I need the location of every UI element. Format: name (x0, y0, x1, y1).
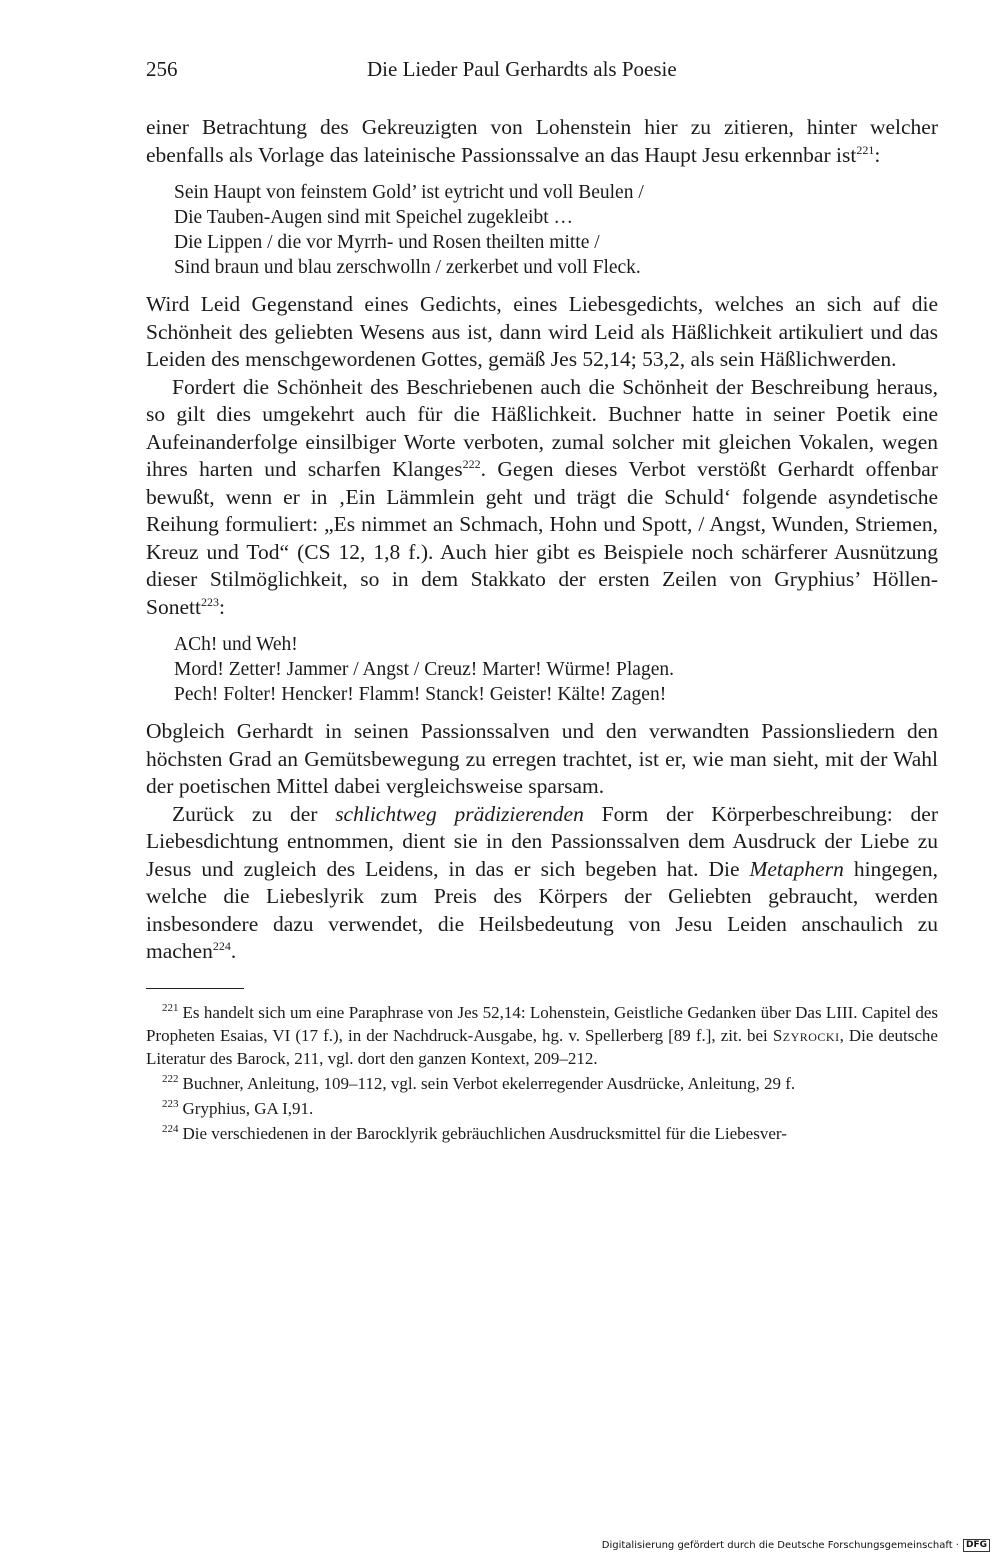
footer-text: Digitalisierung gefördert durch die Deutsche Forschungsgemeinschaft · (601, 1540, 959, 1551)
paragraph-5-text-c: hingegen, welche die Liebeslyrik zum Preis des Körpers der Geliebten gebraucht, werden insbesondere dazu verwendet, die Heilsbedeutung von Jesu Leiden anschaulich zu machen (146, 856, 939, 963)
main-text (146, 114, 938, 1147)
quote-line: ACh! und Weh! (174, 634, 298, 655)
footnote-221 (146, 1001, 938, 1070)
paragraph-3-text-a: Fordert die Schönheit des Beschriebenen auch die Schönheit der Beschreibung heraus, so gilt dies umgekehrt auch für die Häßlichkeit. Buchner hatte in seiner Poetik eine Aufeinanderfolge einsilbiger Worte verboten, zumal solcher mit gleichen Vokalen, wegen ihres harten und scharfen Klanges (146, 374, 938, 481)
punctuation: : (218, 594, 225, 619)
author-name: Szyrocki (772, 1025, 840, 1045)
emphasis-term: schlichtweg prädizierenden (335, 801, 584, 826)
quote-line: Die Lippen / die vor Myrrh- und Rosen theilten mitte / (174, 232, 600, 253)
punctuation: . (230, 939, 237, 963)
footnote-number: 223 (162, 1097, 179, 1110)
emphasis-term: Metaphern (749, 856, 844, 881)
footnote-text: Buchner, Anleitung, 109–112, vgl. sein Verbot ekelerregender Ausdrücke, Anleitung, 29 f. (182, 1073, 796, 1093)
running-title: Die Lieder Paul Gerhardts als Poesie (367, 57, 677, 81)
footnotes (146, 1001, 938, 1145)
footnote-ref-224[interactable]: 224 (212, 938, 231, 953)
footnote-ref-221[interactable]: 221 (856, 142, 875, 157)
footnote-text: , Die deutsche Literatur des Barock, 211, vgl. dort den ganzen Kontext, 209–212. (146, 1025, 938, 1068)
footnote-text: Es handelt sich um eine Paraphrase von Jes 52,14: Lohenstein, Geistliche Gedanken über Das LIII. Capitel des Propheten Esaias, VI (17 f.), in der Nachdruck-Ausgabe, hg. v. Spellerberg [89 f.], zit. bei (146, 1002, 938, 1045)
quote-gryphius (174, 632, 938, 707)
footnote-number: 224 (162, 1122, 179, 1135)
footnote-text: Die verschiedenen in der Barocklyrik gebräuchlichen Ausdrucksmittel für die Liebesver- (182, 1123, 787, 1143)
footnote-number: 222 (162, 1072, 179, 1085)
paragraph-5 (146, 801, 938, 966)
paragraph-1-text: einer Betrachtung des Gekreuzigten von Lohenstein hier zu zitieren, hinter welcher ebenfalls als Vorlage das lateinische Passionssalve an das Haupt Jesu erkennbar ist (146, 115, 938, 167)
paragraph-1 (146, 114, 938, 169)
quote-line: Die Tauben-Augen sind mit Speichel zugekleibt … (174, 207, 574, 228)
paragraph-5-text-a: Zurück zu der (172, 801, 336, 826)
footnote-222 (146, 1072, 938, 1095)
paragraph-3-text-b: . Gegen dieses Verbot verstößt Gerhardt offenbar bewußt, wenn er in ‚Ein Lämmlein geht und trägt die Schuld‘ folgende asyndetische Reihung formuliert: „Es nimmet an Schmach, Hohn und Spott, / Angst, Wunden, Striemen, Kreuz und Tod“ (CS 12, 1,8 f.). Auch hier gibt es Beispiele noch schärferer Ausnützung dieser Stilmöglichkeit, so in dem Stakkato der ersten Zeilen von Gryphius’ Höllen-Sonett (146, 457, 938, 619)
footnote-ref-223[interactable]: 223 (200, 594, 219, 609)
quote-lohenstein (174, 180, 938, 280)
quote-line: Mord! Zetter! Jammer / Angst / Creuz! Marter! Würme! Plagen. (174, 659, 674, 680)
quote-line: Pech! Folter! Hencker! Flamm! Stanck! Geister! Kälte! Zagen! (174, 684, 667, 705)
punctuation: : (874, 142, 881, 167)
paragraph-4: Obgleich Gerhardt in seinen Passionssalven und den verwandten Passionsliedern den höchsten Grad an Gemütsbewegung zu erregen trachtet, ist er, wie man sieht, mit der Wahl der poetischen Mittel dabei vergleichsweise sparsam. (146, 719, 938, 798)
quote-line: Sein Haupt von feinstem Gold’ ist eytricht und voll Beulen / (174, 182, 644, 203)
footnote-223 (146, 1097, 938, 1120)
page-number: 256 (146, 57, 178, 81)
paragraph-2: Wird Leid Gegenstand eines Gedichts, eines Liebesgedichts, welches an sich auf die Schönheit des geliebten Wesens aus ist, dann wird Leid als Häßlichkeit artikuliert und das Leiden des menschgewordenen Gottes, gemäß Jes 52,14; 53,2, als sein Häßlichwerden. (146, 292, 938, 371)
footnote-number: 221 (162, 1001, 179, 1014)
digitization-footer (602, 1539, 990, 1552)
dfg-logo-icon: DFG (963, 1539, 990, 1552)
footnote-224 (146, 1122, 938, 1145)
paragraph-5-text-b: Form der Körperbeschreibung: der Liebesdichtung entnommen, dient sie in den Passionssalven dem Ausdruck der Liebe zu Jesus und zugleich des Leidens, in das er sich begeben hat. Die (146, 801, 938, 881)
footnote-text: Gryphius, GA I,91. (182, 1098, 314, 1118)
footnote-ref-222[interactable]: 222 (462, 456, 481, 471)
footnote-separator (146, 988, 244, 989)
quote-line: Sind braun und blau zerschwolln / zerkerbet und voll Fleck. (174, 257, 641, 278)
paragraph-3 (146, 374, 938, 622)
